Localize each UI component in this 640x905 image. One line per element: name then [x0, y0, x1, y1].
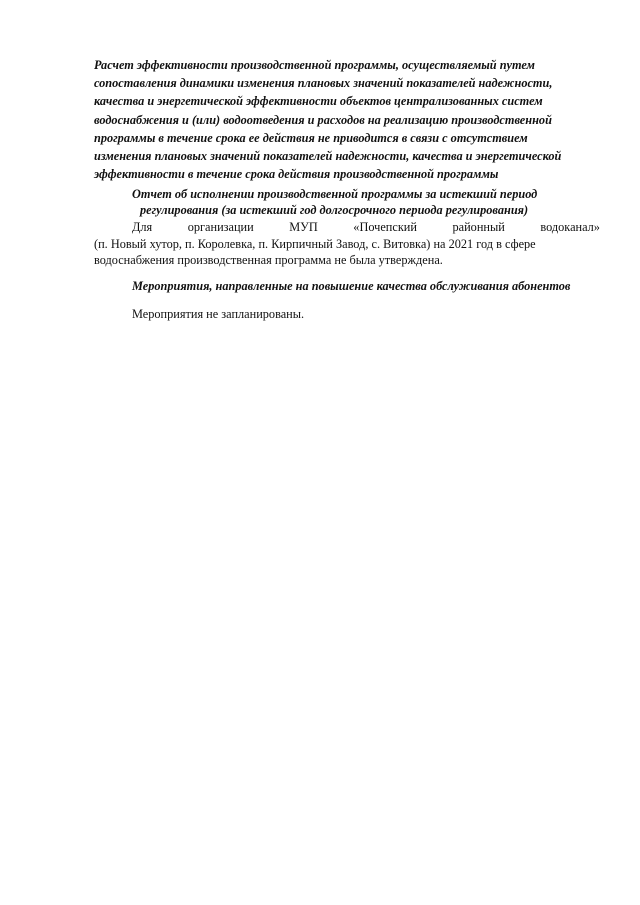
- report-title-line: регулирования (за истекший год долгосрочного периода регулирования): [140, 203, 529, 217]
- heading-line: эффективности в течение срока действия производственной программы: [94, 167, 499, 182]
- measures-heading: Мероприятия, направленные на повышение качества обслуживания абонентов: [132, 279, 571, 293]
- body-word: водоканал»: [540, 220, 600, 234]
- heading-line: изменения плановых значений показателей надежности, качества и энергетической: [94, 149, 562, 164]
- heading-line: качества и энергетической эффективности объектов централизованных систем: [94, 94, 543, 109]
- report-body-line: водоснабжения производственная программа не была утверждена.: [94, 253, 443, 267]
- body-word: «Почепский: [353, 220, 417, 234]
- report-body-line: (п. Новый хутор, п. Королевка, п. Кирпичный Завод, с. Витовка) на 2021 год в сфере: [94, 236, 536, 251]
- body-word: МУП: [289, 220, 318, 234]
- body-word: организации: [187, 220, 254, 234]
- measures-text: Мероприятия не запланированы.: [132, 307, 305, 321]
- report-body-first-line: [94, 219, 600, 236]
- body-word: районный: [452, 220, 505, 234]
- heading-line: программы в течение срока ее действия не приводится в связи с отсутствием: [94, 130, 528, 145]
- report-body-paragraph: [94, 219, 600, 269]
- heading-line: Расчет эффективности производственной программы, осуществляемый путем: [94, 58, 535, 72]
- report-title-line: Отчет об исполнении производственной программы за истекший период: [132, 187, 538, 201]
- efficiency-calculation-heading: [94, 56, 600, 183]
- heading-line: сопоставления динамики изменения плановых значений показателей надежности,: [94, 76, 553, 91]
- heading-line: водоснабжения и (или) водоотведения и расходов на реализацию производственной: [94, 112, 552, 127]
- report-title: [132, 186, 582, 218]
- body-word: Для: [132, 220, 153, 234]
